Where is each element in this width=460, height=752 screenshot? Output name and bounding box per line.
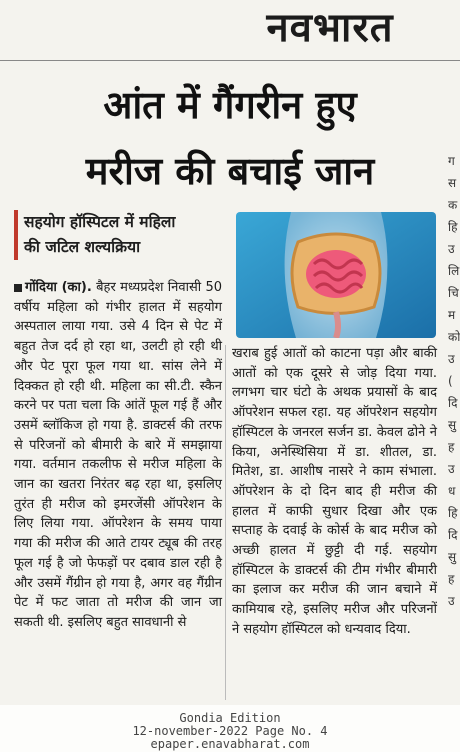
side-char: ग bbox=[448, 154, 455, 168]
footer-edition: Gondia Edition bbox=[179, 711, 281, 725]
bullet-icon bbox=[14, 284, 22, 292]
edition-footer bbox=[0, 705, 460, 752]
side-char: ह bbox=[448, 572, 455, 586]
side-char: दि bbox=[448, 396, 458, 410]
intestine-illustration bbox=[236, 212, 436, 338]
side-char: स bbox=[448, 176, 457, 190]
kicker bbox=[14, 210, 224, 260]
side-char: ध bbox=[448, 484, 456, 498]
footer-url: epaper.enavabharat.com bbox=[150, 737, 310, 751]
adjacent-article-edge bbox=[448, 150, 460, 700]
side-char: को bbox=[448, 330, 460, 344]
masthead: नवभारत bbox=[266, 5, 394, 51]
kicker-line-1: सहयोग हॉस्पिटल में महिला bbox=[24, 213, 176, 231]
side-char: लि bbox=[448, 264, 460, 278]
intestine-icon bbox=[236, 212, 436, 338]
side-char: चि bbox=[448, 286, 459, 300]
side-char: सु bbox=[448, 550, 457, 564]
column-divider bbox=[225, 345, 226, 700]
side-char: उ bbox=[448, 352, 455, 366]
side-char: उ bbox=[448, 594, 455, 608]
side-char: क bbox=[448, 198, 458, 212]
side-char: म bbox=[448, 308, 456, 322]
kicker-line-2: की जटिल शल्यक्रिया bbox=[24, 238, 141, 256]
side-char: ह bbox=[448, 440, 455, 454]
footer-date-page: 12-november-2022 Page No. 4 bbox=[132, 724, 328, 738]
headline-line-2: मरीज की बचाई जान bbox=[85, 149, 375, 193]
dateline: गोंदिया (का). bbox=[25, 280, 92, 295]
article-column-2 bbox=[232, 344, 437, 640]
article-text-1: बैहर मध्यप्रदेश निवासी 50 वर्षीय महिला को गंभीर हालत में सहयोग अस्पताल लाया गया. उसे 4 दिन से पेट में बहुत तेज दर्द हो रहा था, उलटी हो रही थी और पेट पूरा फूल गया था. सांस लेने में दिक्कत हो रही थी. महिला का सी.टी. स्कैन करने पर पता चला कि आंतें फूल गई हैं और उसमें ब्लॉकिज हो गया है. डाक्टर्स की तरफ से परिजनों को बीमारी के बारे में समझाया गया. वर्तमान तकलीफ से मरीज महिला के जान का खतरा निरंतर बढ़ रहा था, इसलिए तुरंत ही मरीज को इमरजेंसी ऑपरेशन के लिए लिया गया. ऑपरेशन के समय पाया गया की मरीज की आते टायर ट्यूब की तरह फूल गई है जो फेफड़ों पर दबाव डाल रही है और उसमें गैंग्रीन हो गया है, अगर वह गैंग्रीन पेट में फट जाता तो मरीज की जान जा सकती थी. इसलिए बहुत सावधानी से bbox=[14, 280, 222, 630]
side-char: हि bbox=[448, 506, 458, 520]
side-char: हि bbox=[448, 220, 458, 234]
masthead-rule bbox=[0, 60, 460, 61]
article-column-1 bbox=[14, 278, 222, 633]
side-char: उ bbox=[448, 462, 455, 476]
article-text-2: खराब हुई आतों को काटना पड़ा और बाकी आतों को एक दूसरे से जोड़ दिया गया. लगभग चार घंटो के अथक प्रयासों के बाद ऑपरेशन सफल रहा. यह ऑपरेशन सहयोग हॉस्पिटल के जनरल सर्जन डा. केवल ढोने ने किया, अनेस्थिसिया में डा. शीतल, डा. मितेश, डा. आशीष नासरे ने काम संभाला. ऑपरेशन के दो दिन बाद ही मरीज की हालत में काफी सुधार दिखा और एक सप्ताह के दवाई के कोर्स के बाद मरीज को अच्छी हालत में छुट्टी दी गई. सहयोग हॉस्पिटल के डाक्टर्स की टीम गंभीर बीमारी का इलाज कर मरीज की जान बचाने में कामियाब रहे, इसलिए मरीज और परिजनों ने सहयोग हॉस्पिटल को धन्यवाद दिया. bbox=[232, 346, 437, 637]
side-char: ( bbox=[448, 374, 453, 388]
side-char: उ bbox=[448, 242, 455, 256]
headline-line-1: आंत में गैंगरीन हुए bbox=[103, 83, 357, 127]
side-char: दि bbox=[448, 528, 458, 542]
side-char: सु bbox=[448, 418, 457, 432]
